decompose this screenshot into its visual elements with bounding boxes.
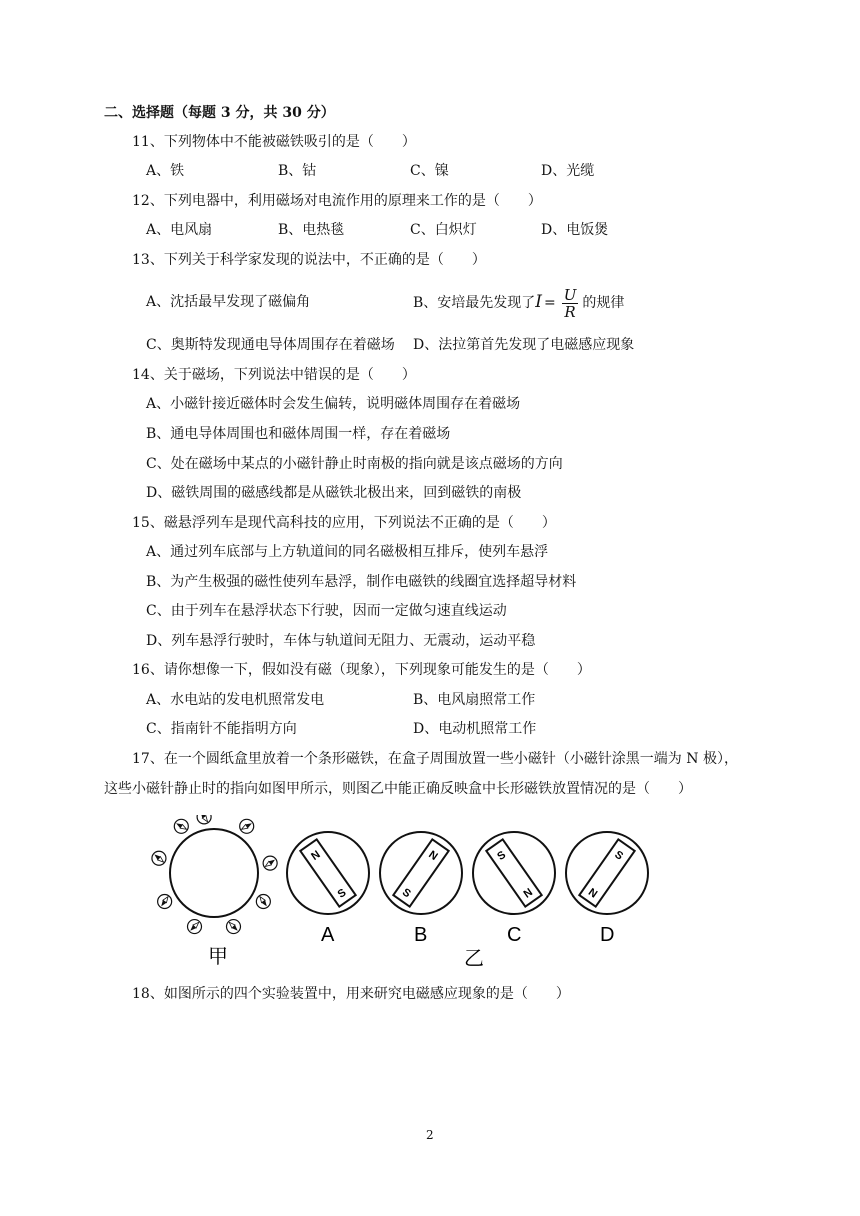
option-c-pole-s: S	[495, 848, 509, 864]
fraction-numerator: U	[563, 285, 577, 304]
question-13-stem: 13、下列关于科学家发现的说法中，不正确的是（ ）	[132, 252, 486, 268]
option-c-pole-n: N	[521, 886, 536, 901]
question-17-line-1: 17、在一个圆纸盒里放着一个条形磁铁，在盒子周围放置一些小磁针（小磁针涂黑一端为 N 极），	[132, 751, 738, 767]
compass-needle-icon	[256, 895, 270, 909]
option-b-diagram	[380, 832, 462, 946]
option-d-diagram	[566, 832, 648, 946]
option-b-magnet	[393, 839, 448, 906]
ohm-law-fraction	[562, 287, 579, 320]
paper-box-circle	[170, 829, 258, 917]
question-11-option-c: C、镍	[410, 163, 449, 179]
compass-needle-icon	[197, 815, 211, 824]
option-a-magnet	[300, 839, 355, 906]
option-b-pole-n: N	[426, 848, 440, 863]
option-d-magnet	[579, 839, 634, 906]
option-a-label: A	[321, 924, 335, 946]
question-12-option-d: D、电饭煲	[541, 222, 609, 238]
question-16-option-d: D、电动机照常工作	[413, 721, 537, 737]
question-15-stem: 15、磁悬浮列车是现代高科技的应用，下列说法不正确的是（ ）	[132, 515, 556, 531]
option-d-pole-n: N	[585, 886, 600, 901]
question-12-option-c: C、白炽灯	[410, 222, 477, 238]
option-c-label: C	[507, 924, 522, 946]
option-d-pole-s: S	[612, 848, 626, 863]
question-14-stem: 14、关于磁场，下列说法中错误的是（ ）	[132, 367, 416, 383]
question-16-option-c: C、指南针不能指明方向	[146, 721, 297, 737]
question-12-option-b: B、电热毯	[278, 222, 345, 238]
question-16-stem: 16、请你想像一下，假如没有磁（现象），下列现象可能发生的是（ ）	[132, 662, 591, 678]
compass-needle-icon	[240, 819, 254, 833]
equals-sign: =	[544, 295, 556, 311]
option-c-diagram	[473, 832, 555, 946]
compass-needle-icon	[158, 895, 172, 909]
question-15-option-a: A、通过列车底部与上方轨道间的同名磁极相互排斥，使列车悬浮	[146, 544, 549, 560]
compass-needle-icon	[152, 851, 166, 865]
fraction-denominator: R	[564, 302, 576, 321]
question-13-option-a: A、沈括最早发现了磁偏角	[146, 294, 311, 310]
figure-yi	[287, 832, 648, 970]
question-11-option-d: D、光缆	[541, 163, 595, 179]
question-18-stem: 18、如图所示的四个实验装置中，用来研究电磁感应现象的是（ ）	[132, 986, 570, 1002]
option-b-prefix: B、安培最先发现了	[413, 295, 536, 311]
label-jia: 甲	[208, 946, 228, 968]
question-11-stem: 11、下列物体中不能被磁铁吸引的是（ ）	[132, 134, 416, 150]
compass-needle-icon	[226, 920, 240, 934]
option-a-pole-s: S	[335, 886, 349, 901]
option-a-diagram	[287, 832, 369, 946]
question-14-option-c: C、处在磁场中某点的小磁针静止时南极的指向就是该点磁场的方向	[146, 456, 563, 472]
question-14-option-a: A、小磁针接近磁体时会发生偏转，说明磁体周围存在着磁场	[146, 396, 521, 412]
question-13-option-b	[413, 281, 624, 324]
label-yi: 乙	[464, 948, 484, 970]
question-17-line-2: 这些小磁针静止时的指向如图甲所示，则图乙中能正确反映盒中长形磁铁放置情况的是（ ）	[104, 781, 692, 797]
question-16-option-b: B、电风扇照常工作	[413, 692, 536, 708]
option-b-label: B	[414, 924, 428, 946]
option-b-pole-s: S	[399, 886, 413, 901]
compass-needle-icon	[174, 819, 188, 833]
question-13-option-c: C、奥斯特发现通电导体周围存在着磁场	[146, 337, 395, 353]
question-11-option-b: B、钴	[278, 163, 317, 179]
question-14-option-d: D、磁铁周围的磁感线都是从磁铁北极出来，回到磁铁的南极	[146, 485, 522, 501]
question-11-option-a: A、铁	[146, 163, 185, 179]
magnet-figure	[150, 815, 650, 975]
option-d-label: D	[600, 924, 615, 946]
page-number: 2	[426, 1128, 434, 1142]
question-12-option-a: A、电风扇	[146, 222, 213, 238]
option-c-magnet	[486, 839, 541, 906]
compass-needle-icon	[263, 856, 277, 870]
question-16-option-a: A、水电站的发电机照常发电	[146, 692, 325, 708]
current-symbol: I	[535, 292, 543, 312]
option-b-suffix: 的规律	[582, 295, 625, 311]
question-15-option-c: C、由于列车在悬浮状态下行驶，因而一定做匀速直线运动	[146, 603, 507, 619]
question-14-option-b: B、通电导体周围也和磁体周围一样，存在着磁场	[146, 426, 451, 442]
question-13-option-d: D、法拉第首先发现了电磁感应现象	[413, 337, 635, 353]
question-15-option-d: D、列车悬浮行驶时，车体与轨道间无阻力、无震动，运动平稳	[146, 633, 536, 649]
figure-jia	[152, 815, 277, 968]
option-a-pole-n: N	[309, 848, 323, 864]
section-title: 二、选择题（每题 3 分，共 30 分）	[104, 105, 335, 121]
question-15-option-b: B、为产生极强的磁性使列车悬浮，制作电磁铁的线圈宜选择超导材料	[146, 574, 577, 590]
question-12-stem: 12、下列电器中，利用磁场对电流作用的原理来工作的是（ ）	[132, 193, 542, 209]
compass-needle-icon	[188, 920, 202, 934]
